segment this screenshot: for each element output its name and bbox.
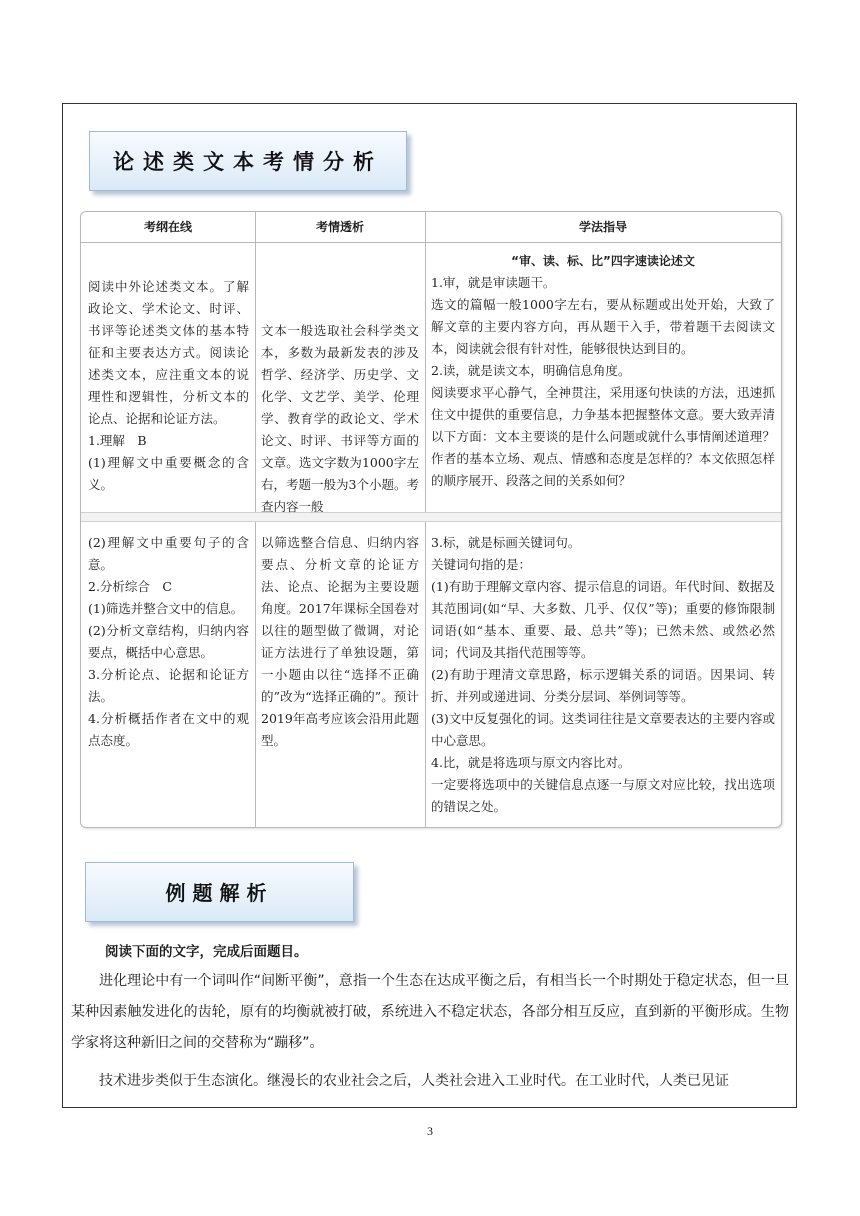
page-split-gap: [81, 512, 781, 522]
col3-item: 3.标，就是标画关键词句。: [431, 535, 581, 550]
page-frame: [62, 103, 797, 1108]
col1-item: (2)分析文章结构，归纳内容要点，概括中心意思。: [88, 623, 249, 660]
col3-bottom-cell: [431, 532, 775, 818]
header-col-2: 考情透析: [315, 220, 364, 234]
col1-item: 4.分析概括作者在文中的观点态度。: [88, 711, 249, 748]
col1-item: (1)筛选并整合文中的信息。: [88, 601, 244, 616]
col3-item: 4.比，就是将选项与原文内容比对。: [431, 755, 631, 770]
col1-intro-text: 阅读中外论述类文本。了解政论文、学术论文、时评、书评等论述类文体的基本特征和主要表达方式。阅读论述类文本，应注重文本的说理性和逻辑性，分析文本的论点、论据和论证方法。: [88, 279, 249, 426]
col3-item: (3)文中反复强化的词。这类词往往是文章要表达的主要内容或中心意思。: [431, 711, 775, 748]
body-paragraph: 进化理论中有一个词叫作“间断平衡”，意指一个生态在达成平衡之后，有相当长一个时期处于稳定状态，但一旦某种因素触发进化的齿轮，原有的均衡就被打破，系统进入不稳定状态，各部分相互反应，直到新的平衡形成。生物学家将这种新旧之间的交替称为“蹦移”。: [71, 973, 789, 1051]
col1-item: 3.分析论点、论据和论证方法。: [88, 667, 249, 704]
col2-text: 以筛选整合信息、归纳内容要点、分析文章的论证方法、论点、论据为主要设题角度。2017年课标全国卷对以往的题型做了微调，对论证方法进行了单独设题，第一小题由以往“选择不正确的”改为“选择正确的”。预计2019年高考应该会沿用此题型。: [261, 535, 419, 748]
col3-top-cell: [431, 250, 775, 492]
col3-item: 阅读要求平心静气，全神贯注，采用逐句快读的方法，迅速抓住文中提供的重要信息，力争基本把握整体文意。要大致弄清以下方面：文本主要谈的是什么问题或就什么事情阐述道理？作者的基本立场、观点、情感和态度是怎样的？本文依照怎样的顺序展开、段落之间的关系如何？: [431, 385, 775, 488]
col3-item: 选文的篇幅一般1000字左右，要从标题或出处开始，大致了解文章的主要内容方向，再从题干入手，带着题干去阅读文本，阅读就会很有针对性，能够很快达到目的。: [431, 297, 775, 356]
col2-text: 文本一般选取社会科学类文本，多数为最新发表的涉及哲学、经济学、历史学、文化学、文艺学、美学、伦理学、教育学的政论文、学术论文、时评、书评等方面的文章。选文字数为1000字左右，考题一般为3个小题。考查内容一般: [261, 323, 419, 514]
col1-item: (2)理解文中重要句子的含意。: [88, 535, 249, 572]
col1-top-cell: [88, 276, 249, 496]
body-paragraph: 技术进步类似于生态演化。继漫长的农业社会之后，人类社会进入工业时代。在工业时代，人类已见证: [99, 1073, 729, 1089]
col3-item: (2)有助于理清文章思路，标示逻辑关系的词语。因果词、转折、并列或递进词、分类分层词、举例词等等。: [431, 667, 775, 704]
col3-heading: “审、读、标、比”四字速读论述文: [511, 254, 695, 268]
col2-top-cell: [261, 320, 419, 518]
table-header: [81, 212, 781, 243]
col3-item: 一定要将选项中的关键信息点逐一与原文对应比较，找出选项的错误之处。: [431, 777, 775, 814]
col1-item: 2.分析综合 C: [88, 579, 172, 594]
col3-item: 关键词句指的是：: [431, 557, 532, 572]
col1-bottom-cell: [88, 532, 249, 752]
reading-prompt: 阅读下面的文字，完成后面题目。: [105, 944, 308, 960]
analysis-table: [80, 211, 782, 828]
example-title-banner: 例题解析: [85, 862, 354, 922]
col2-bottom-cell: [261, 532, 419, 752]
col3-item: 1.审，就是审读题干。: [431, 275, 556, 290]
col3-item: (1)有助于理解文章内容、提示信息的词语。年代时间、数据及其范围词(如“早、大多数、几乎、仅仅”等)；重要的修饰限制词语(如“基本、重要、最、总共”等)；已然未然、或然必然词；代词及其指代范围等等。: [431, 579, 775, 660]
header-col-1: 考纲在线: [143, 220, 192, 234]
col1-item: 1.理解 B: [88, 433, 147, 448]
col3-item: 2.读，就是读文本，明确信息角度。: [431, 363, 631, 378]
col1-item: (1)理解文中重要概念的含义。: [88, 455, 249, 492]
page-number: 3: [427, 1124, 433, 1138]
header-col-3: 学法指导: [578, 220, 627, 234]
section-title-banner: 论述类文本考情分析: [89, 131, 407, 191]
